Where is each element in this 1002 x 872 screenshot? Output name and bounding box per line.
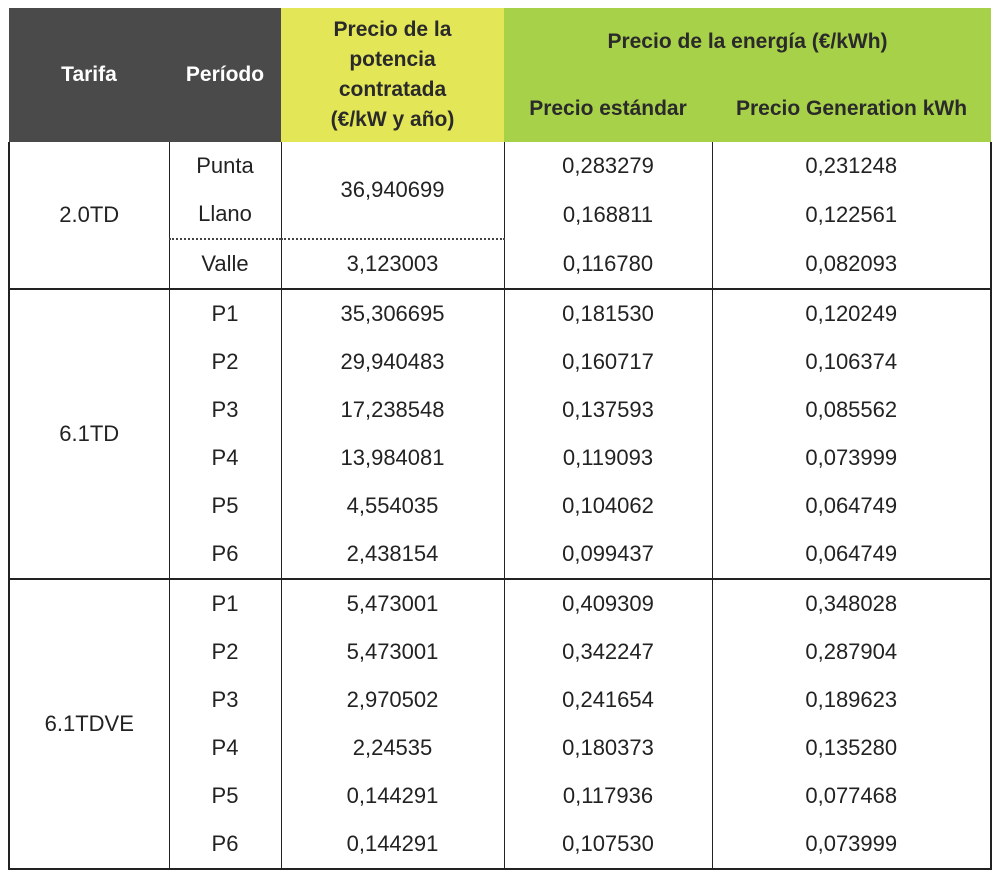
- potencia-cell: 4,554035: [281, 482, 504, 530]
- generation-cell: 0,189623: [805, 687, 898, 712]
- estandar-cell: 0,409309: [504, 579, 712, 628]
- tariff-table-container: [8, 8, 990, 861]
- tarifa-cell: 2.0TD: [9, 142, 169, 289]
- potencia-cell: 17,238548: [281, 386, 504, 434]
- table-body: [9, 142, 991, 869]
- periodo-cell: Llano: [169, 190, 281, 239]
- periodo-cell: P4: [169, 724, 281, 772]
- estandar-cell: 0,119093: [504, 434, 712, 482]
- potencia-cell: 5,473001: [281, 628, 504, 676]
- table-row: [9, 142, 991, 190]
- periodo-cell: P2: [169, 628, 281, 676]
- periodo-cell: P3: [169, 676, 281, 724]
- generation-cell: 0,122561: [805, 201, 898, 227]
- estandar-cell: 0,117936: [504, 772, 712, 820]
- potencia-cell: 3,123003: [281, 239, 504, 289]
- header-potencia-line-1: Precio de la: [333, 18, 452, 41]
- periodo-cell: P6: [169, 820, 281, 869]
- estandar-cell: 0,241654: [504, 676, 712, 724]
- periodo-cell: P1: [169, 289, 281, 338]
- estandar-cell: 0,160717: [504, 338, 712, 386]
- estandar-cell: 0,168811: [504, 190, 712, 239]
- generation-cell: 0,077468: [805, 783, 898, 808]
- estandar-cell: 0,107530: [504, 820, 712, 869]
- estandar-cell: 0,180373: [504, 724, 712, 772]
- header-generation: Precio Generation kWh: [712, 76, 991, 142]
- generation-cell: 0,085562: [805, 397, 898, 422]
- header-potencia-line-3: contratada: [338, 78, 447, 101]
- potencia-cell: 13,984081: [281, 434, 504, 482]
- periodo-cell: P5: [169, 772, 281, 820]
- estandar-cell: 0,116780: [504, 239, 712, 289]
- potencia-cell: 5,473001: [281, 579, 504, 628]
- periodo-cell: P5: [169, 482, 281, 530]
- estandar-cell: 0,137593: [504, 386, 712, 434]
- potencia-cell: 2,24535: [281, 724, 504, 772]
- periodo-cell: P2: [169, 338, 281, 386]
- tariff-price-table: [8, 8, 992, 870]
- table-row: [9, 289, 991, 338]
- generation-cell: 0,073999: [712, 820, 991, 869]
- periodo-cell: P6: [169, 530, 281, 579]
- generation-cell: 0,064749: [805, 493, 898, 518]
- generation-cell: 0,073999: [805, 445, 898, 470]
- potencia-cell: 36,940699: [281, 142, 504, 239]
- generation-cell: 0,064749: [712, 530, 991, 579]
- header-potencia-line-4: (€/kW y año): [330, 108, 455, 131]
- generation-cell: 0,120249: [805, 301, 898, 326]
- potencia-cell: 2,970502: [281, 676, 504, 724]
- tarifa-cell: 6.1TD: [9, 289, 169, 579]
- periodo-cell: P3: [169, 386, 281, 434]
- potencia-cell: 35,306695: [281, 289, 504, 338]
- potencia-cell: 0,144291: [281, 772, 504, 820]
- estandar-cell: 0,099437: [504, 530, 712, 579]
- periodo-cell: Punta: [169, 142, 281, 190]
- table-row: [9, 579, 991, 628]
- header-potencia: [281, 8, 504, 142]
- generation-cell: 0,348028: [805, 591, 898, 616]
- estandar-cell: 0,283279: [504, 142, 712, 190]
- tarifa-cell: 6.1TDVE: [9, 579, 169, 869]
- header-energia: Precio de la energía (€/kWh): [504, 8, 991, 76]
- generation-cell: 0,287904: [805, 639, 898, 664]
- generation-cell: 0,082093: [712, 239, 991, 289]
- periodo-cell: P1: [169, 579, 281, 628]
- estandar-cell: 0,181530: [504, 289, 712, 338]
- header-estandar: Precio estándar: [504, 76, 712, 142]
- generation-cell: 0,106374: [805, 349, 898, 374]
- periodo-cell: Valle: [169, 239, 281, 289]
- potencia-cell: 29,940483: [281, 338, 504, 386]
- header-potencia-line-2: potencia: [349, 48, 436, 71]
- potencia-cell: 2,438154: [281, 530, 504, 579]
- header-periodo: Período: [169, 8, 281, 142]
- estandar-cell: 0,342247: [504, 628, 712, 676]
- generation-cell: 0,231248: [805, 153, 898, 178]
- periodo-cell: P4: [169, 434, 281, 482]
- header-tarifa: Tarifa: [9, 8, 169, 142]
- generation-cell: 0,135280: [805, 735, 898, 760]
- potencia-cell: 0,144291: [281, 820, 504, 869]
- estandar-cell: 0,104062: [504, 482, 712, 530]
